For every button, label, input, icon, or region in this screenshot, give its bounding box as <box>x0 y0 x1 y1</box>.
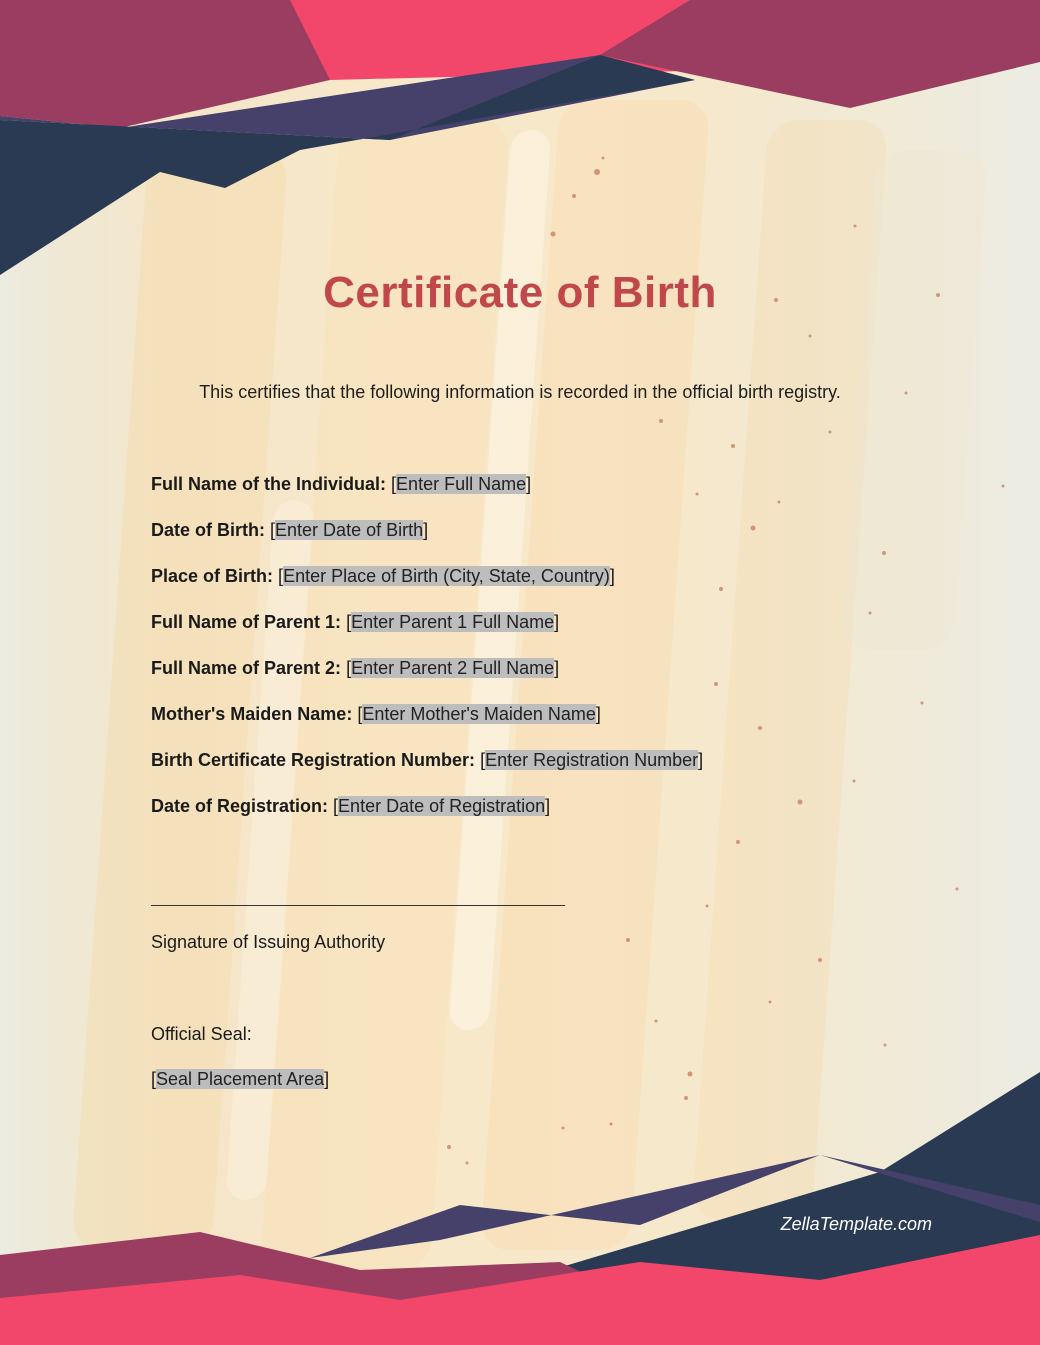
placeholder-bracket: ] <box>595 704 601 724</box>
placeholder-registration-date[interactable]: Enter Date of Registration <box>338 796 546 816</box>
field-parent-1 <box>151 610 911 656</box>
page-title: Certificate of Birth <box>323 268 717 317</box>
seal-label: Official Seal: <box>151 1024 252 1044</box>
placeholder-bracket: [ <box>278 566 284 586</box>
field-maiden-name <box>151 702 911 748</box>
placeholder-bracket: [ <box>391 474 397 494</box>
brand-watermark: ZellaTemplate.com <box>780 1214 932 1234</box>
placeholder-bracket: ] <box>423 520 429 540</box>
placeholder-full-name[interactable]: Enter Full Name <box>396 474 527 494</box>
placeholder-bracket: ] <box>554 612 560 632</box>
field-parent-2 <box>151 656 911 702</box>
seal-area <box>151 1069 329 1090</box>
placeholder-bracket: [ <box>346 658 352 678</box>
field-label: Birth Certificate Registration Number: <box>151 750 476 770</box>
placeholder-seal-area[interactable]: Seal Placement Area <box>156 1069 325 1089</box>
field-place-of-birth <box>151 564 911 610</box>
intro-text: This certifies that the following information is recorded in the official birth registry. <box>199 382 841 402</box>
top-right-plum-band <box>600 0 1040 108</box>
placeholder-bracket: ] <box>698 750 704 770</box>
placeholder-bracket: [ <box>357 704 363 724</box>
placeholder-maiden-name[interactable]: Enter Mother's Maiden Name <box>362 704 596 724</box>
field-registration-date <box>151 794 911 840</box>
field-label: Full Name of Parent 1: <box>151 612 342 632</box>
placeholder-bracket: [ <box>333 796 339 816</box>
placeholder-bracket: [ <box>270 520 276 540</box>
field-label: Place of Birth: <box>151 566 274 586</box>
field-label: Full Name of Parent 2: <box>151 658 342 678</box>
placeholder-date-of-birth[interactable]: Enter Date of Birth <box>275 520 424 540</box>
field-label: Date of Birth: <box>151 520 265 540</box>
placeholder-registration-number[interactable]: Enter Registration Number <box>485 750 699 770</box>
placeholder-bracket: ] <box>554 658 560 678</box>
field-list <box>151 472 911 840</box>
placeholder-bracket: ] <box>324 1069 330 1089</box>
field-label: Mother's Maiden Name: <box>151 704 353 724</box>
signature-line <box>151 905 565 906</box>
field-registration-number <box>151 748 911 794</box>
placeholder-bracket: ] <box>545 796 551 816</box>
placeholder-parent-2[interactable]: Enter Parent 2 Full Name <box>351 658 555 678</box>
placeholder-parent-1[interactable]: Enter Parent 1 Full Name <box>351 612 555 632</box>
field-full-name <box>151 472 911 518</box>
placeholder-bracket: [ <box>151 1069 157 1089</box>
placeholder-place-of-birth[interactable]: Enter Place of Birth (City, State, Country) <box>283 566 610 586</box>
field-label: Full Name of the Individual: <box>151 474 387 494</box>
placeholder-bracket: ] <box>609 566 615 586</box>
field-date-of-birth <box>151 518 911 564</box>
placeholder-bracket: ] <box>526 474 532 494</box>
field-label: Date of Registration: <box>151 796 329 816</box>
placeholder-bracket: [ <box>346 612 352 632</box>
signature-label: Signature of Issuing Authority <box>151 932 386 952</box>
placeholder-bracket: [ <box>480 750 486 770</box>
